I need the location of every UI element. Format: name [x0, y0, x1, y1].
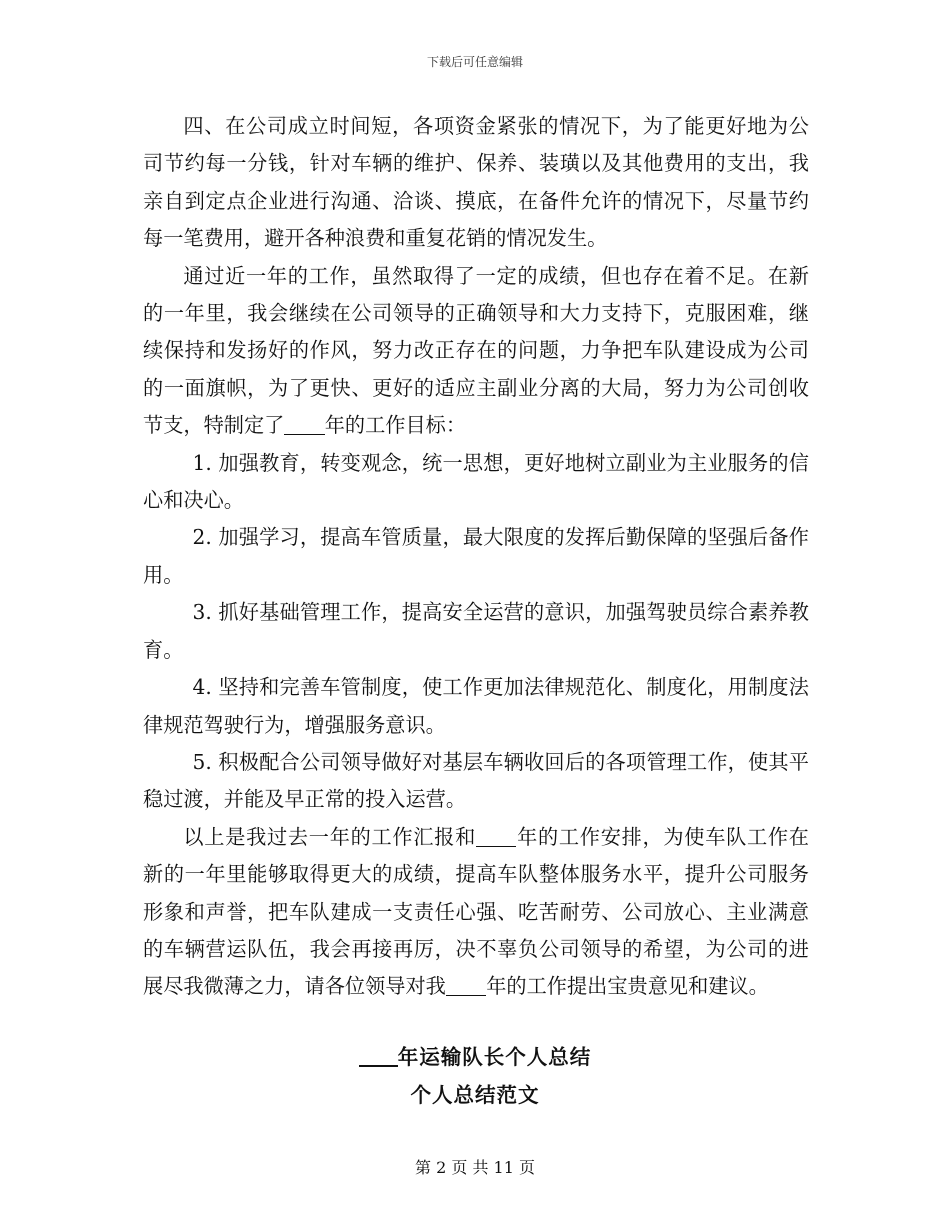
- goal-item-2: 2. 加强学习，提高车管质量，最大限度的发挥后勤保障的坚强后备作用。: [143, 525, 809, 587]
- paragraph-4: 四、在公司成立时间短，各项资金紧张的情况下，为了能更好地为公司节约每一分钱，针对车辆的维护、保养、装璜以及其他费用的支出，我亲自到定点企业进行沟通、洽谈、摸底，在备件允许的情况下，尽量节约每一笔费用，避开各种浪费和重复花销的情况发生。: [143, 114, 809, 251]
- paragraph-goals-intro: [143, 258, 809, 445]
- paragraph-text: 以上是我过去一年的工作汇报和: [183, 824, 476, 849]
- paragraph-closing: [143, 819, 809, 1006]
- paragraph-text: 通过近一年的工作，虽然取得了一定的成绩，但也存在着不足。在新的一年里，我会继续在公司领导的正确领导和大力支持下，克服困难，继续保持和发扬好的作风，努力改正存在的问题，力争把车队建设成为公司的一面旗帜，为了更快、更好的适应主副业分离的大局，努力为公司创收节支，特制定了: [143, 263, 809, 438]
- goal-item-5: 5. 积极配合公司领导做好对基层车辆收回后的各项管理工作，使其平稳过渡，并能及早正常的投入运营。: [143, 749, 809, 812]
- page-number: 第 2 页 共 11 页: [415, 1158, 535, 1177]
- year-blank: [476, 826, 516, 847]
- year-blank: [359, 1045, 398, 1068]
- page-header-note: 下载后可任意编辑: [426, 55, 523, 69]
- section-subtitle: 个人总结范文: [410, 1083, 540, 1107]
- goal-item-4: 4. 坚持和完善车管制度，使工作更加法律规范化、制度化，用制度法律规范驾驶行为，增强服务意识。: [143, 675, 809, 737]
- year-blank: [284, 414, 324, 435]
- goal-item-1: 1. 加强教育，转变观念，统一思想，更好地树立副业为主业服务的信心和决心。: [143, 450, 809, 513]
- year-blank: [446, 975, 486, 996]
- document-body: [143, 108, 809, 1006]
- section-title-text: 年运输队长个人总结: [397, 1045, 592, 1069]
- paragraph-text: 年的工作安排，为使车队工作在新的一年里能够取得更大的成绩，提高车队整体服务水平，提升公司服务形象和声誉，把车队建成一支责任心强、吃苦耐劳、公司放心、主业满意的车辆营运队伍，我会再接再厉，决不辜负公司领导的希望，为公司的进展尽我微薄之力，请各位领导对我: [143, 824, 809, 999]
- goal-item-3: 3. 抓好基础管理工作，提高安全运营的意识，加强驾驶员综合素养教育。: [143, 600, 809, 662]
- paragraph-text: 年的工作目标：: [324, 413, 467, 438]
- section-title: [0, 1040, 950, 1070]
- paragraph-text: 年的工作提出宝贵意见和建议。: [486, 974, 769, 999]
